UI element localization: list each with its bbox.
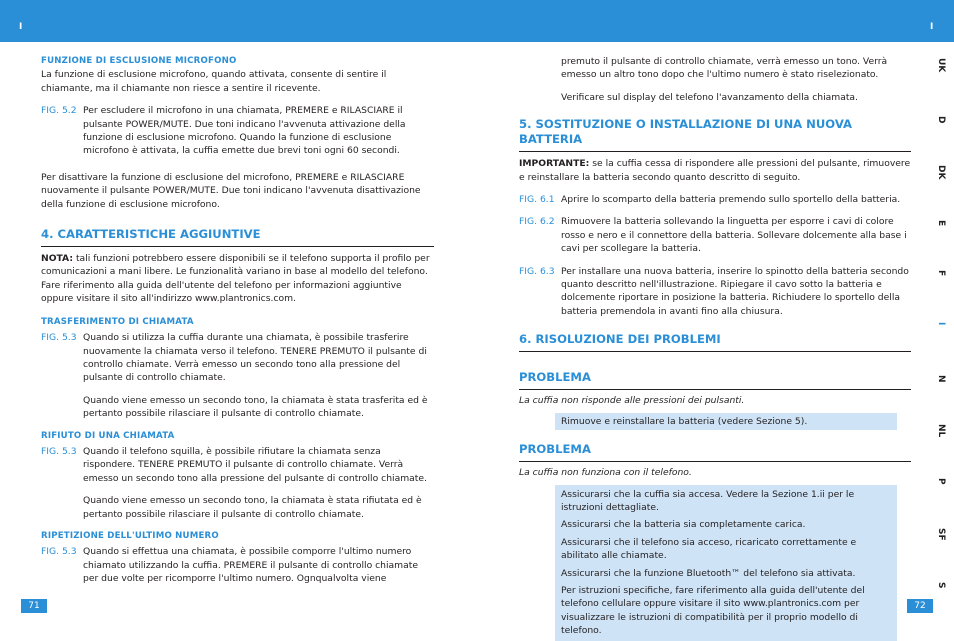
page-number-right: 72 (907, 599, 933, 613)
transfer-title: TRASFERIMENTO DI CHIAMATA (41, 316, 194, 327)
fig-6-3-label: FIG. 6.3 (519, 265, 555, 277)
problem-2-solution-item: Assicurarsi che la funzione Bluetooth™ del telefono sia attivata. (561, 567, 856, 579)
fig-6-1-label: FIG. 6.1 (519, 194, 555, 206)
section-4-heading: 4. CARATTERISTICHE AGGIUNTIVE (41, 227, 434, 247)
header-right-marker: I (930, 22, 934, 32)
mute-title: FUNZIONE DI ESCLUSIONE MICROFONO (41, 56, 237, 66)
language-tab-n[interactable]: N (936, 375, 946, 383)
fig-6-1-block (519, 193, 911, 206)
language-tab-d[interactable]: D (936, 116, 946, 124)
fig-6-3-block (519, 265, 911, 319)
transfer-fig-label: FIG. 5.3 (41, 332, 77, 344)
language-tab-dk[interactable]: DK (936, 165, 946, 180)
fig-6-3-text: Per installare una nuova batteria, inserire lo spinotto della batteria secondo quanto descritto nell'illustrazione. Ripiegare il cavo sotto la batteria e dolcemente riportare in posizione la batteria. Richiudere lo sportello della batteria premendola in avanti fino alla chiusura. (561, 265, 909, 317)
problem-2-solution-box (555, 485, 897, 641)
left-column (41, 55, 434, 586)
problem-1-heading: PROBLEMA (519, 370, 911, 390)
problem-2-solution-item: Assicurarsi che la batteria sia completamente carica. (561, 519, 806, 531)
fig-6-2-text: Rimuovere la batteria sollevando la linguetta per esporre i cavi di colore rosso e nero e il connettore della batteria. Sollevare dolcemente alla base i cavi per scollegare la batteria. (561, 216, 907, 255)
fig-5-2-block (41, 104, 434, 158)
mute-off-text: Per disattivare la funzione di esclusione del microfono, PREMERE e RILASCIARE nuovamente il pulsante POWER/MUTE. Due toni indicano l'avvenuta disattivazione della funzione di esclusione microfono. (41, 171, 421, 210)
fig-6-2-label: FIG. 6.2 (519, 216, 555, 228)
fig-5-2-label: FIG. 5.2 (41, 105, 77, 117)
page-number-left: 71 (21, 599, 47, 613)
important-paragraph (519, 157, 911, 184)
reject-title: RIFIUTO DI UNA CHIAMATA (41, 430, 175, 441)
important-text: se la cuffia cessa di rispondere alle pressioni del pulsante, rimuovere e reinstallare la batteria secondo quanto descritto di seguito. (519, 158, 911, 183)
language-tab-s[interactable]: S (936, 582, 946, 589)
redial-title: RIPETIZIONE DELL'ULTIMO NUMERO (41, 530, 219, 541)
header-bar (0, 0, 954, 42)
problem-1-solution-box (555, 413, 897, 430)
transfer-text: Quando si utilizza la cuffia durante una chiamata, è possibile trasferire nuovamente la chiamata verso il telefono. TENERE PREMUTO il pulsante di controllo chiamate. Verrà emesso un secondo tono alla pressione del pulsante di controllo chiamate. (83, 332, 427, 384)
problem-2-heading: PROBLEMA (519, 442, 911, 462)
note-text: tali funzioni potrebbero essere disponibili se il telefono supporta il profilo per comunicazioni a mani libere. Le funzionalità variano in base al modello del telefono. Fare riferimento alla guida dell'utente del telefono per informazioni aggiuntive oppure visitare il sito all'indirizzo www.plantronics.com. (41, 253, 430, 305)
problem-1-solution: Rimuove e reinstallare la batteria (vedere Sezione 5). (561, 415, 808, 427)
transfer-fig-block (41, 331, 434, 385)
problem-1-description: La cuffia non risponde alle pressioni dei pulsanti. (519, 395, 745, 407)
mute-description: La funzione di esclusione microfono, quando attivata, consente di sentire il chiamante, ma il chiamante non riesce a sentire il ricevente. (41, 69, 387, 94)
section-6-heading: 6. RISOLUZIONE DEI PROBLEMI (519, 332, 911, 352)
language-tab-i[interactable]: I (936, 322, 946, 326)
language-tab-p[interactable]: P (936, 478, 946, 485)
reject-fig-label: FIG. 5.3 (41, 445, 77, 457)
important-label: IMPORTANTE: (519, 158, 590, 170)
language-tab-sf[interactable]: SF (936, 528, 946, 541)
note-paragraph (41, 252, 434, 306)
note-label: NOTA: (41, 253, 74, 265)
fig-6-1-text: Aprire lo scomparto della batteria premendo sullo sportello della batteria. (561, 194, 901, 206)
problem-2-description: La cuffia non funziona con il telefono. (519, 467, 692, 479)
reject-fig-block (41, 445, 434, 485)
problem-2-solution-item: Assicurarsi che il telefono sia acceso, ricaricato correttamente e abilitato alle chiamate. (561, 536, 857, 562)
redial-fig-label: FIG. 5.3 (41, 546, 77, 558)
right-column (519, 55, 911, 641)
redial-fig-block (41, 545, 434, 585)
header-left-marker: I (19, 22, 23, 32)
redial-text: Quando si effettua una chiamata, è possibile comporre l'ultimo numero chiamato utilizzando la cuffia. PREMERE il pulsante di controllo chiamate per due volte per ricomporre l'ultimo numero. Ognqualvolta viene (83, 546, 419, 585)
language-tab-f[interactable]: F (936, 270, 946, 277)
fig-5-2-text: Per escludere il microfono in una chiamata, PREMERE e RILASCIARE il pulsante POWER/MUTE. Due toni indicano l'avvenuta attivazione della funzione di esclusione microfono. Quando la funzione di esclusione microfono è attivata, la cuffia emette due brevi toni ogni 60 secondi. (83, 105, 406, 157)
language-tab-uk[interactable]: UK (936, 58, 946, 73)
reject-text: Quando il telefono squilla, è possibile rifiutare la chiamata senza rispondere. TENERE PREMUTO il pulsante di controllo chiamate. Verrà emesso un secondo tono alla pressione del pulsante di controllo chiamate. (83, 445, 427, 484)
fig-6-2-block (519, 215, 911, 255)
problem-2-solution-item: Assicurarsi che la cuffia sia accesa. Vedere la Sezione 1.ii per le istruzioni dettagliate. (561, 488, 855, 513)
reject-continuation: Quando viene emesso un secondo tono, la chiamata è stata rifiutata ed è pertanto possibile rilasciare il pulsante di controllo chiamate. (83, 495, 422, 520)
language-tab-nl[interactable]: NL (936, 424, 946, 438)
section-5-heading: 5. SOSTITUZIONE O INSTALLAZIONE DI UNA NUOVA BATTERIA (519, 117, 911, 152)
language-tab-e[interactable]: E (936, 220, 946, 227)
problem-2-solution-item: Per istruzioni specifiche, fare riferimento alla guida dell'utente del telefono cellulare oppure visitare il sito www.plantronics.com per visualizzare le istruzioni di compatibilità per il proprio modello di telefono. (561, 584, 865, 637)
redial-continuation: premuto il pulsante di controllo chiamate, verrà emesso un tono. Verrà emesso un altro tono dopo che l'ultimo numero è stato riselezionato. (561, 56, 888, 81)
transfer-continuation: Quando viene emesso un secondo tono, la chiamata è stata trasferita ed è pertanto possibile rilasciare il pulsante di controllo chiamate. (83, 394, 428, 420)
redial-verify-text: Verificare sul display del telefono l'avanzamento della chiamata. (561, 91, 858, 103)
